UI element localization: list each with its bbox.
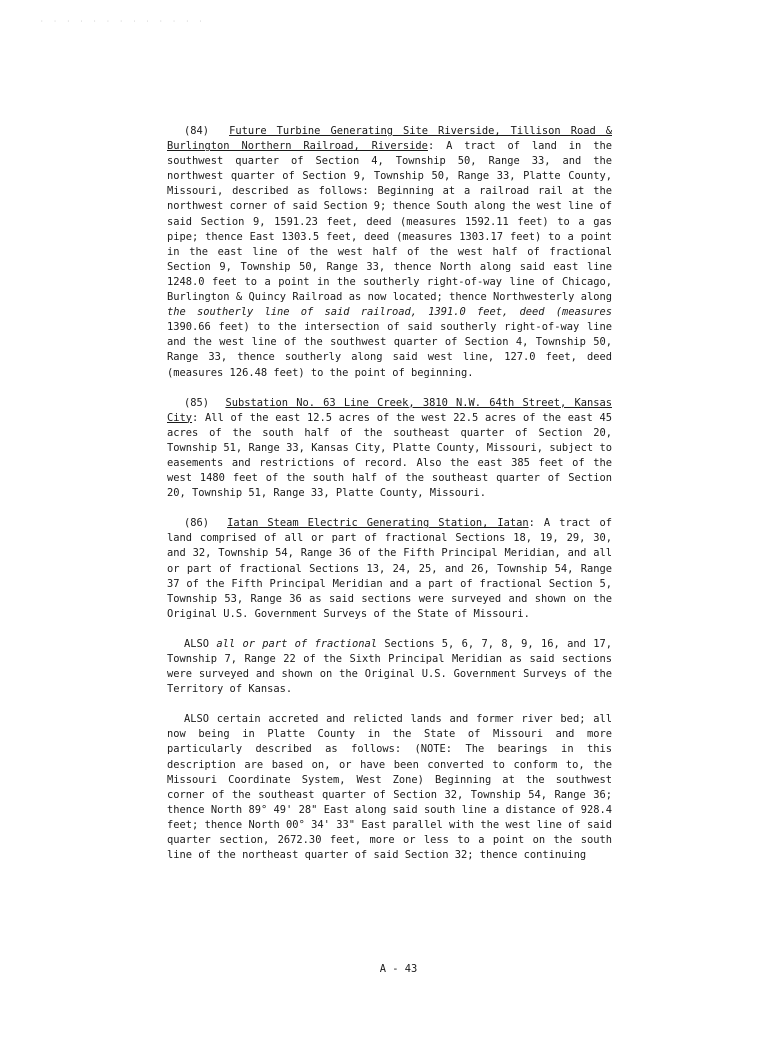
- paragraph-text: : A tract of land in the southwest quarter of Section 4, Township 50, Range 33, and the northwest quarter of Section 9, Township 50, Range 33, Platte County, Missouri, described as follows: Beginning at a railroad rail at the northwest corner of said Section 9; thence South along the west line of said Section 9, 1591.23 feet, deed (measures 1592.11 feet) to a gas pipe; thence East 1303.5 feet, deed (measures 1303.17 feet) to a point in the east line of the west half of the west half of fractional Section 9, Township 50, Range 33, thence North along said east line 1248.0 feet to a point in the southerly right-of-way line of Chicago, Burlington & Quincy Railroad as now located; thence Northwesterly along: [167, 140, 612, 304]
- paragraph-italic-text: all or part of fractional: [216, 637, 378, 650]
- paragraph-title: Substation No. 63 Line Creek, 3810 N.W. 64th Street, Kansas City: [167, 396, 612, 424]
- paragraph-text: : A tract of land comprised of all or part of fractional Sections 18, 19, 29, 30, and 32, Township 54, Range 36 of the Fifth Principal Meridian, and all or part of fractional Sections 13, 24, 25, and 26, Township 54, Range 37 of the Fifth Principal Meridian and a part of fractional Section 5, Township 53, Range 36 as said sections were surveyed and shown on the Original U.S. Government Surveys of the State of Missouri.: [167, 517, 613, 620]
- document-page: [167, 124, 612, 878]
- paragraph-85: [167, 396, 612, 502]
- paragraph-number: (86): [184, 517, 210, 530]
- paragraph-84: [167, 124, 612, 381]
- paragraph-italic-text: the southerly line of said railroad, 1391.0 feet, deed (measures: [167, 306, 612, 319]
- paragraph-also-kansas: [167, 637, 612, 697]
- paragraph-also-accreted-lands: [167, 712, 612, 863]
- paragraph-text: : All of the east 12.5 acres of the west 22.5 acres of the east 45 acres of the south half of the southeast quarter of Section 20, Township 51, Range 33, Kansas City, Platte County, Missouri, subject to easements and restrictions of record. Also the east 385 feet of the west 1480 feet of the south half of the southeast quarter of Section 20, Township 51, Range 33, Platte County, Missouri.: [167, 411, 612, 500]
- paragraph-text: ALSO certain accreted and relicted lands and former river bed; all now being in Platte County in the State of Missouri and more particularly described as follows: (NOTE: The bearings in this description are based on, or have been converted to conform to, the Missouri Coordinate System, West Zone) Beginning at the southwest corner of the southeast quarter of Section 32, Township 54, Range 36; thence North 89° 49' 28" East along said south line a distance of 928.4 feet; thence North 00° 34' 33" East parallel with the west line of said quarter section, 2672.30 feet, more or less to a point on the south line of the northeast quarter of said Section 32; thence continuing: [167, 713, 612, 862]
- paragraph-text: 1390.66 feet) to the intersection of said southerly right-of-way line and the west line of the southwest quarter of Section 4, Township 50, Range 33, thence southerly along said west line, 127.0 feet, deed (measures 126.48 feet) to the point of beginning.: [167, 321, 612, 379]
- paragraph-title: Iatan Steam Electric Generating Station, Iatan: [227, 517, 529, 530]
- paragraph-title: Future Turbine Generating Site Riverside, Tillison Road & Burlington Northern Railroad, Riverside: [167, 125, 612, 153]
- paragraph-lead: ALSO: [184, 637, 217, 650]
- paragraph-number: (84): [184, 125, 210, 137]
- paragraph-number: (85): [184, 396, 210, 409]
- scan-artifact-marks: · · · · · · · · · · · · ·: [40, 18, 206, 25]
- page-number: A - 43: [379, 963, 418, 975]
- paragraph-86: [167, 516, 612, 622]
- paragraph-text: Sections 5, 6, 7, 8, 9, 16, and 17, Township 7, Range 22 of the Sixth Principal Meridian as said sections were surveyed and shown on the Original U.S. Government Surveys of the Territory of Kansas.: [167, 637, 612, 696]
